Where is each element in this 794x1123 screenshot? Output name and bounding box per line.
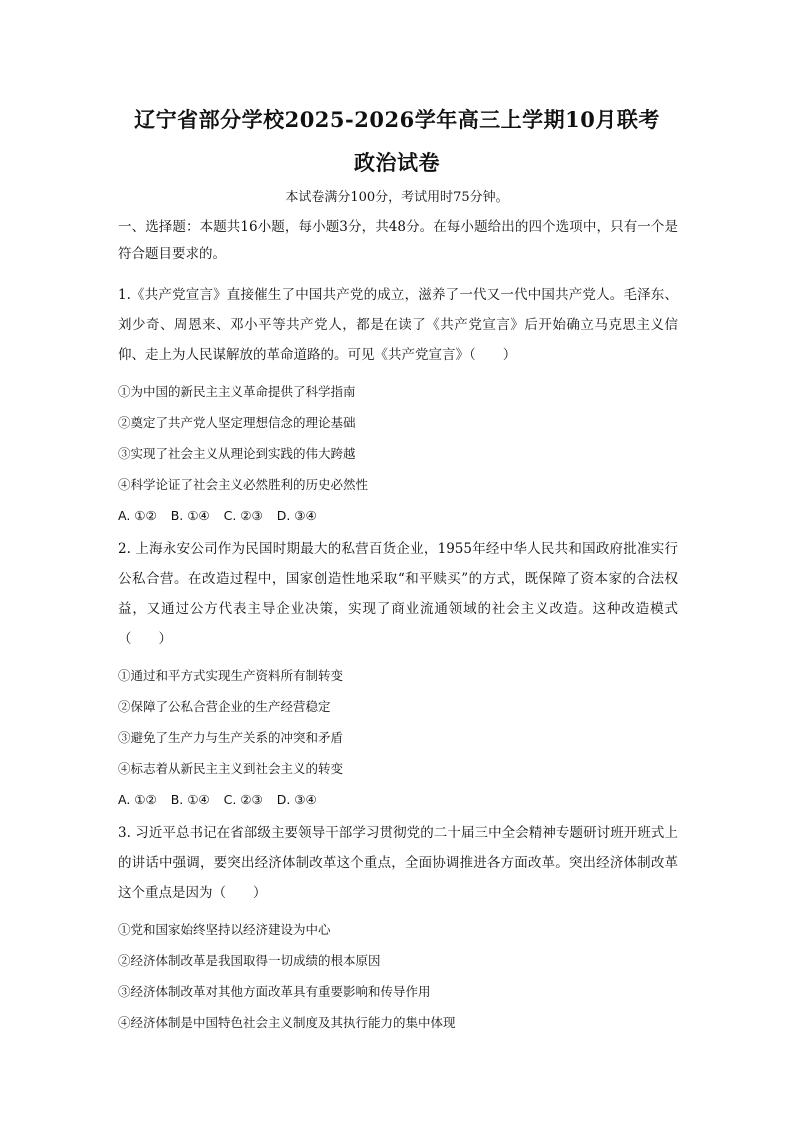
section-heading: 一、选择题：本题共16小题，每小题3分，共48分。在每小题给出的四个选项中，只有一个是符合题目要求的。 bbox=[118, 219, 678, 262]
choice-a: A. ①② bbox=[118, 508, 157, 523]
question-option: ①通过和平方式实现生产资料所有制转变 bbox=[118, 668, 344, 683]
choice-c: C. ②③ bbox=[223, 792, 263, 807]
choice-b: B. ①④ bbox=[170, 508, 210, 523]
question-stem: 1.《共产党宣言》直接催生了中国共产党的成立，滋养了一代又一代中国共产党人。毛泽东、刘少奇、周恩来、邓小平等共产党人，都是在读了《共产党宣言》后开始确立马克思主义信仰、走上为人民谋解放的革命道路的。可见《共产党宣言》（ ） bbox=[118, 287, 678, 363]
exam-title: 辽宁省部分学校2025-2026学年高三上学期10月联考 bbox=[134, 107, 660, 132]
question-option: ②奠定了共产党人坚定理想信念的理论基础 bbox=[118, 415, 356, 430]
question-option: ③经济体制改革对其他方面改革具有重要影响和传导作用 bbox=[118, 984, 431, 999]
question-option: ④标志着从新民主主义到社会主义的转变 bbox=[118, 761, 344, 776]
choice-a: A. ①② bbox=[118, 792, 157, 807]
question-option: ③实现了社会主义从理论到实践的伟大跨越 bbox=[118, 446, 356, 461]
choice-d: D. ③④ bbox=[276, 508, 317, 523]
choice-c: C. ②③ bbox=[223, 508, 263, 523]
question-option: ②经济体制改革是我国取得一切成绩的根本原因 bbox=[118, 953, 381, 968]
choice-b: B. ①④ bbox=[170, 792, 210, 807]
question-2 bbox=[118, 534, 678, 815]
question-3 bbox=[118, 818, 678, 1038]
exam-subtitle: 政治试卷 bbox=[354, 150, 440, 175]
question-option: ①为中国的新民主主义革命提供了科学指南 bbox=[118, 384, 356, 399]
question-option: ②保障了公私合营企业的生产经营稳定 bbox=[118, 699, 331, 714]
exam-note: 本试卷满分100分，考试用时75分钟。 bbox=[285, 190, 509, 205]
question-stem: 2. 上海永安公司作为民国时期最大的私营百货企业，1955年经中华人民共和国政府批准实行公私合营。在改造过程中，国家创造性地采取“和平赎买”的方式，既保障了资本家的合法权益，又通过公方代表主导企业决策，实现了商业流通领域的社会主义改造。这种改造模式（ ） bbox=[118, 541, 678, 647]
question-option: ③避免了生产力与生产关系的冲突和矛盾 bbox=[118, 730, 344, 745]
choice-d: D. ③④ bbox=[276, 792, 317, 807]
answer-choices bbox=[118, 784, 678, 815]
question-option: ④科学论证了社会主义必然胜利的历史必然性 bbox=[118, 477, 369, 492]
question-option: ④经济体制是中国特色社会主义制度及其执行能力的集中体现 bbox=[118, 1015, 456, 1030]
question-1 bbox=[118, 280, 678, 531]
exam-content bbox=[118, 214, 678, 1038]
answer-choices bbox=[118, 500, 678, 531]
question-stem: 3. 习近平总书记在省部级主要领导干部学习贯彻党的二十届三中全会精神专题研讨班开班式上的讲话中强调，要突出经济体制改革这个重点，全面协调推进各方面改革。突出经济体制改革这个重点是因为（ ） bbox=[118, 825, 678, 901]
question-option: ①党和国家始终坚持以经济建设为中心 bbox=[118, 922, 331, 937]
